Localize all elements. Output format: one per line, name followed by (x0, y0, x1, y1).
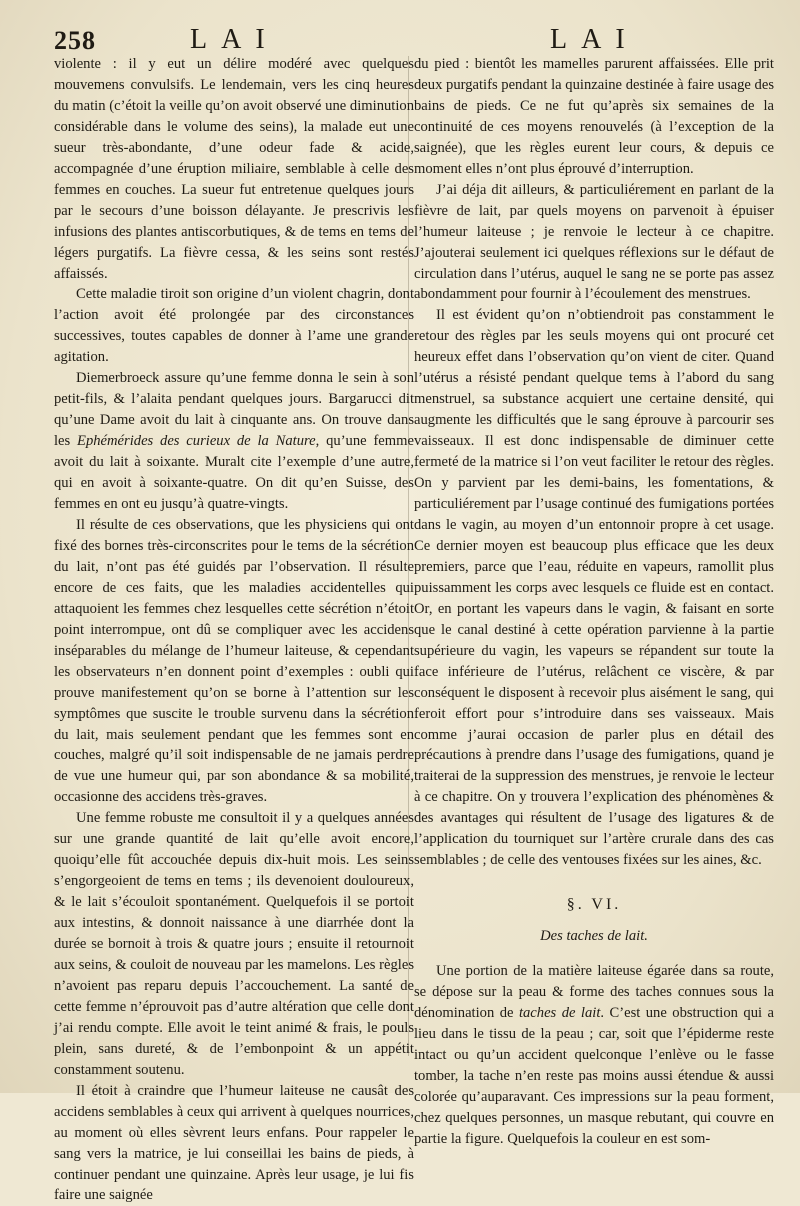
page-header (40, 18, 770, 58)
paragraph (54, 368, 414, 515)
paragraph: Une femme robuste me consultoit il y a quelques années sur une grande quantité de lait qu’elle avoit encore, quoiqu’elle fût accouchée depuis dix-huit mois. Les seins s’engorgeoient de tems en tems ; ils devenoient douloureux, & le lait s’écouloit spontanément. Quelquefois il se portoit aux intestins, & donnoit naissance à une diarrhée dont la durée se bornoit à trois & quatre jours ; ensuite il retournoit aux seins, & couloit de nouveau par les mamelons. Les règles n’avoient pas reparu depuis l’accouchement. La santé de cette femme n’éprouvoit pas d’autre altération que celle dont j’ai rendu compte. Elle avoit le teint animé & frais, le pouls plein, sans dureté, & de l’embonpoint & un appétit constamment soutenu. (54, 810, 414, 1078)
section-number: §. VI. (566, 896, 622, 914)
text-run: , qu’une femme avoit du lait à soixante. Muralt cite l’exemple d’une autre, qui en avoit à soixante-quatre. On dit qu’en Suisse, des femmes en ont eu jusqu’à quatre-vingts. (54, 433, 414, 513)
text-run: Une portion de la matière laiteuse égarée dans sa route, se dépose sur la peau & forme des taches connues sous la dénomination de (414, 963, 774, 1021)
paragraph: du pied : bientôt les mamelles parurent affaissées. Elle prit deux purgatifs pendant la quinzaine destinée à faire usage des bains de pieds. Ce ne fut qu’après six semaines de la continuité de ces moyens renouvelés (à l’exception de la saignée), que les règles eurent leur cours, & depuis ce moment elles n’ont plus éprouvé d’interruption. (414, 56, 774, 177)
right-column (414, 54, 774, 1150)
paragraph: J’ai déja dit ailleurs, & particuliérement en parlant de la fièvre de lait, par quels moyens on parvenoit à épuiser l’humeur laiteuse ; je renvoie le lecteur à ce chapitre. J’ajouterai seulement ici quelques réflexions sur le défaut de circulation dans l’utérus, auquel le sang ne se porte pas assez abondamment pour fournir à l’écoulement des menstrues. (414, 181, 774, 303)
text-run: . C’est une obstruction qui a lieu dans le tissu de la peau ; car, soit que l’épiderme reste intact ou qu’un accident quelconque l’enlève ou le fasse tomber, la tache n’en reste pas moins aussi étendue & aussi colorée qu’auparavant. Ces impressions sur la peau forment, chez quelques personnes, un masque rebutant, qui couvre en partie la figure. Quelquefois la couleur en est som- (414, 1004, 774, 1147)
italic-title: Ephémérides des curieux de la Nature (77, 433, 316, 450)
left-column (54, 54, 414, 1206)
text-run: Diemerbroeck assure qu’une femme donna le sein à son petit-fils, & l’alaita pendant quelques jours. Bargarucci dit qu’une Dame avoit du lait à cinquante ans. On trouve dans les (54, 370, 414, 450)
running-head-right: LAI (550, 24, 639, 55)
section-title: Des taches de lait. (540, 928, 648, 945)
paragraph: violente : il y eut un délire modéré avec quelques mouvemens convulsifs. Le lendemain, vers les cinq heures du matin (c’étoit la veille qu’on avoit observé une diminution considérable dans le volume des seins), la malade eut une sueur très-abondante, d’une odeur fade & acide, accompagnée d’une éruption miliaire, semblable à celle des femmes en couches. La sueur fut entretenue quelques jours par le secours d’une boisson délayante. Je prescrivis les infusions des plantes antiscorbutiques, & de tems en tems de légers purgatifs. La fièvre cessa, & les seins sont restés affaissés. (54, 56, 414, 282)
paragraph (414, 961, 774, 1150)
page-number: 258 (54, 26, 96, 55)
paragraph: Il étoit à craindre que l’humeur laiteuse ne causât des accidens semblables à ceux qui arrivent à quelques nourrices, au moment où elles sèvrent leurs enfans. Pour rappeler le sang vers la matrice, je lui conseillai les bains de pieds, à continuer pendant une quinzaine. Après leur usage, je lui fis faire une saignée (54, 1082, 414, 1204)
paragraph: Cette maladie tiroit son origine d’un violent chagrin, dont l’action avoit été prolongée par des circonstances successives, toutes capables de donner à l’ame une grande agitation. (54, 286, 414, 366)
italic-term: taches de lait (518, 1004, 601, 1021)
paragraph: Il résulte de ces observations, que les physiciens qui ont fixé des bornes très-circonscrites pour le tems de la sécrétion du lait, n’ont pas été guidés par l’observation. Il résulte encore de ces faits, que les maladies accidentelles qui attaquoient les femmes chez lesquelles cette sécrétion n’étoit point interrompue, ont dû se compliquer avec les accidens inséparables du mélange de l’humeur laiteuse, & cependant les observateurs n’en donnent point d’exemples : oubli qui prouve manifestement qu’on se borne à l’attention sur les symptômes que suscite le trouble survenu dans la sécrétion du lait, mais seulement pendant que les femmes sont en couches, malgré qu’il soit indispensable de ne jamais perdre de vue une humeur qui, par son abondance & sa mobilité, occasionne des accidens très-graves. (54, 516, 414, 806)
running-head-left: LAI (190, 24, 279, 55)
paragraph: Il est évident qu’on n’obtiendroit pas constamment le retour des règles par les seuls moyens qui ont procuré cet heureux effet dans l’observation qu’on vient de citer. Quand l’utérus a résisté pendant quelque tems à l’abord du sang menstruel, sa substance acquiert une certaine densité, qui augmente les difficultés que le sang éprouve à parcourir ses vaisseaux. Il est donc indispensable de diminuer cette fermeté de la matrice si l’on veut faciliter le retour des règles. On y parvient par les demi-bains, les fomentations, & particuliérement par l’usage continué des fumigations portées dans le vagin, au moyen d’un entonnoir propre à cet usage. Ce dernier moyen est beaucoup plus efficace que les deux premiers, parce que l’eau, réduite en vapeurs, ramollit plus puissamment les corps avec lesquels ce fluide est en contact. Or, en portant les vapeurs dans le vagin, & faisant en sorte que le canal destiné à cette opération parvienne à la partie supérieure du vagin, les vapeurs se répandent sur toute la face inférieure de l’utérus, relâchent ce viscère, & par conséquent le disposent à recevoir plus aisément le sang, qui feroit effort pour s’introduire dans ses vaisseaux. Mais comme j’aurai occasion de parler plus en détail des précautions à prendre dans l’usage des fumigations, quand je traiterai de la suppression des menstrues, je renvoie le lecteur à ce chapitre. On y trouvera l’explication des phénomènes & des avantages qui résultent de l’usage des ligatures & de l’application du tourniquet sur l’artère crurale dans des cas semblables ; de celle des ventouses fixées sur les aines, &c. (414, 307, 774, 869)
